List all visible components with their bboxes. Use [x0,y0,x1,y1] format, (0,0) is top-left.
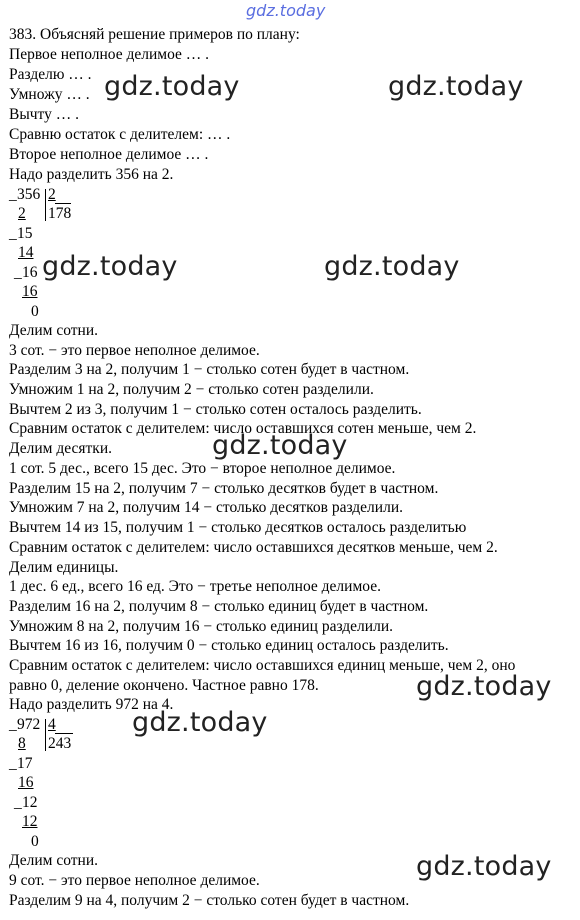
text-line: Первое неполное делимое … . [9,46,210,63]
text-line: Разделим 3 на 2, получим 1 − столько сотен будет в частном. [9,361,410,378]
text-line: Вычтем 2 из 3, получим 1 − столько сотен осталось разделить. [9,401,422,418]
watermark: gdz.today [388,71,524,102]
text-line: Делим сотни. [9,322,99,339]
text-line: равно 0, деление окончено. Частное равно 178. [9,677,319,694]
site-header-logo[interactable]: gdz.today [246,1,326,20]
text-line: Разделим 16 на 2, получим 8 − столько единиц будет в частном. [9,598,429,615]
text-line: Делим сотни. [9,852,99,869]
divisor: 4 [48,716,56,733]
text-line: Делим десятки. [9,440,112,457]
text-line: Вычту … . [9,106,79,123]
watermark: gdz.today [132,707,268,738]
remainder: 16 [22,264,38,281]
subtrahend: 14 [18,244,34,261]
minus-sign: _ [9,716,17,733]
text-line: 1 дес. 6 ед., всего 16 ед. Это − третье неполное делимое. [9,578,381,595]
text-line: Разделим 15 на 2, получим 7 − столько десятков будет в частном. [9,480,439,497]
watermark: gdz.today [416,671,552,702]
text-line: 1 сот. 5 дес., всего 15 дес. Это − второе неполное делимое. [9,460,396,477]
subtrahend: 16 [18,774,34,791]
divisor-underline [55,733,73,734]
text-line: 3 сот. − это первое неполное делимое. [9,342,260,359]
watermark: gdz.today [104,71,240,102]
text-line: Вычтем 16 из 16, получим 0 − столько единиц осталось разделить. [9,637,449,654]
subtrahend: 16 [22,283,38,300]
text-line: 9 сот. − это первое неполное делимое. [9,872,260,889]
text-line: Умножим 8 на 2, получим 16 − столько единиц разделили. [9,618,393,635]
dividend: 356 [17,186,41,203]
text-line: Надо разделить 356 на 2. [9,166,174,183]
division-bar [45,189,46,221]
text-line: Разделим 9 на 4, получим 2 − столько сотен будет в частном. [9,892,410,909]
quotient: 243 [48,735,72,752]
text-line: Надо разделить 972 на 4. [9,696,174,713]
text-line: Делим единицы. [9,559,119,576]
subtrahend: 12 [22,813,38,830]
text-line: Второе неполное делимое … . [9,146,209,163]
dividend: 972 [17,716,41,733]
text-line: Сравню остаток с делителем: … . [9,126,231,143]
watermark: gdz.today [324,251,460,282]
remainder: 12 [22,794,38,811]
minus-sign: _ [9,186,17,203]
remainder: 0 [31,303,39,320]
divisor-underline [55,203,71,204]
watermark: gdz.today [416,851,552,882]
quotient: 178 [48,205,72,222]
division-bar [45,719,46,751]
task-title: 383. Объясняй решение примеров по плану: [9,26,300,43]
minus-sign: _ [9,225,17,242]
text-line: Сравним остаток с делителем: число оставшихся сотен меньше, чем 2. [9,420,477,437]
remainder: 17 [17,755,33,772]
text-line: Умножим 1 на 2, получим 2 − столько сотен разделили. [9,381,374,398]
subtrahend: 8 [18,735,26,752]
text-line: Вычтем 14 из 15, получим 1 − столько десятков осталось разделитью [9,519,467,536]
text-line: Умножу … . [9,86,90,103]
watermark: gdz.today [42,251,178,282]
text-line: Сравним остаток с делителем: число оставшихся единиц меньше, чем 2, оно [9,657,516,674]
minus-sign: _ [9,755,17,772]
remainder: 0 [31,833,39,850]
divisor: 2 [48,186,56,203]
minus-sign: _ [14,264,22,281]
remainder: 15 [17,225,33,242]
watermark: gdz.today [212,430,348,461]
text-line: Умножим 7 на 2, получим 14 − столько десятков разделили. [9,499,403,516]
text-line: Сравним остаток с делителем: число оставшихся десятков меньше, чем 2. [9,539,498,556]
minus-sign: _ [14,794,22,811]
text-line: Разделю … . [9,66,92,83]
subtrahend: 2 [18,205,26,222]
